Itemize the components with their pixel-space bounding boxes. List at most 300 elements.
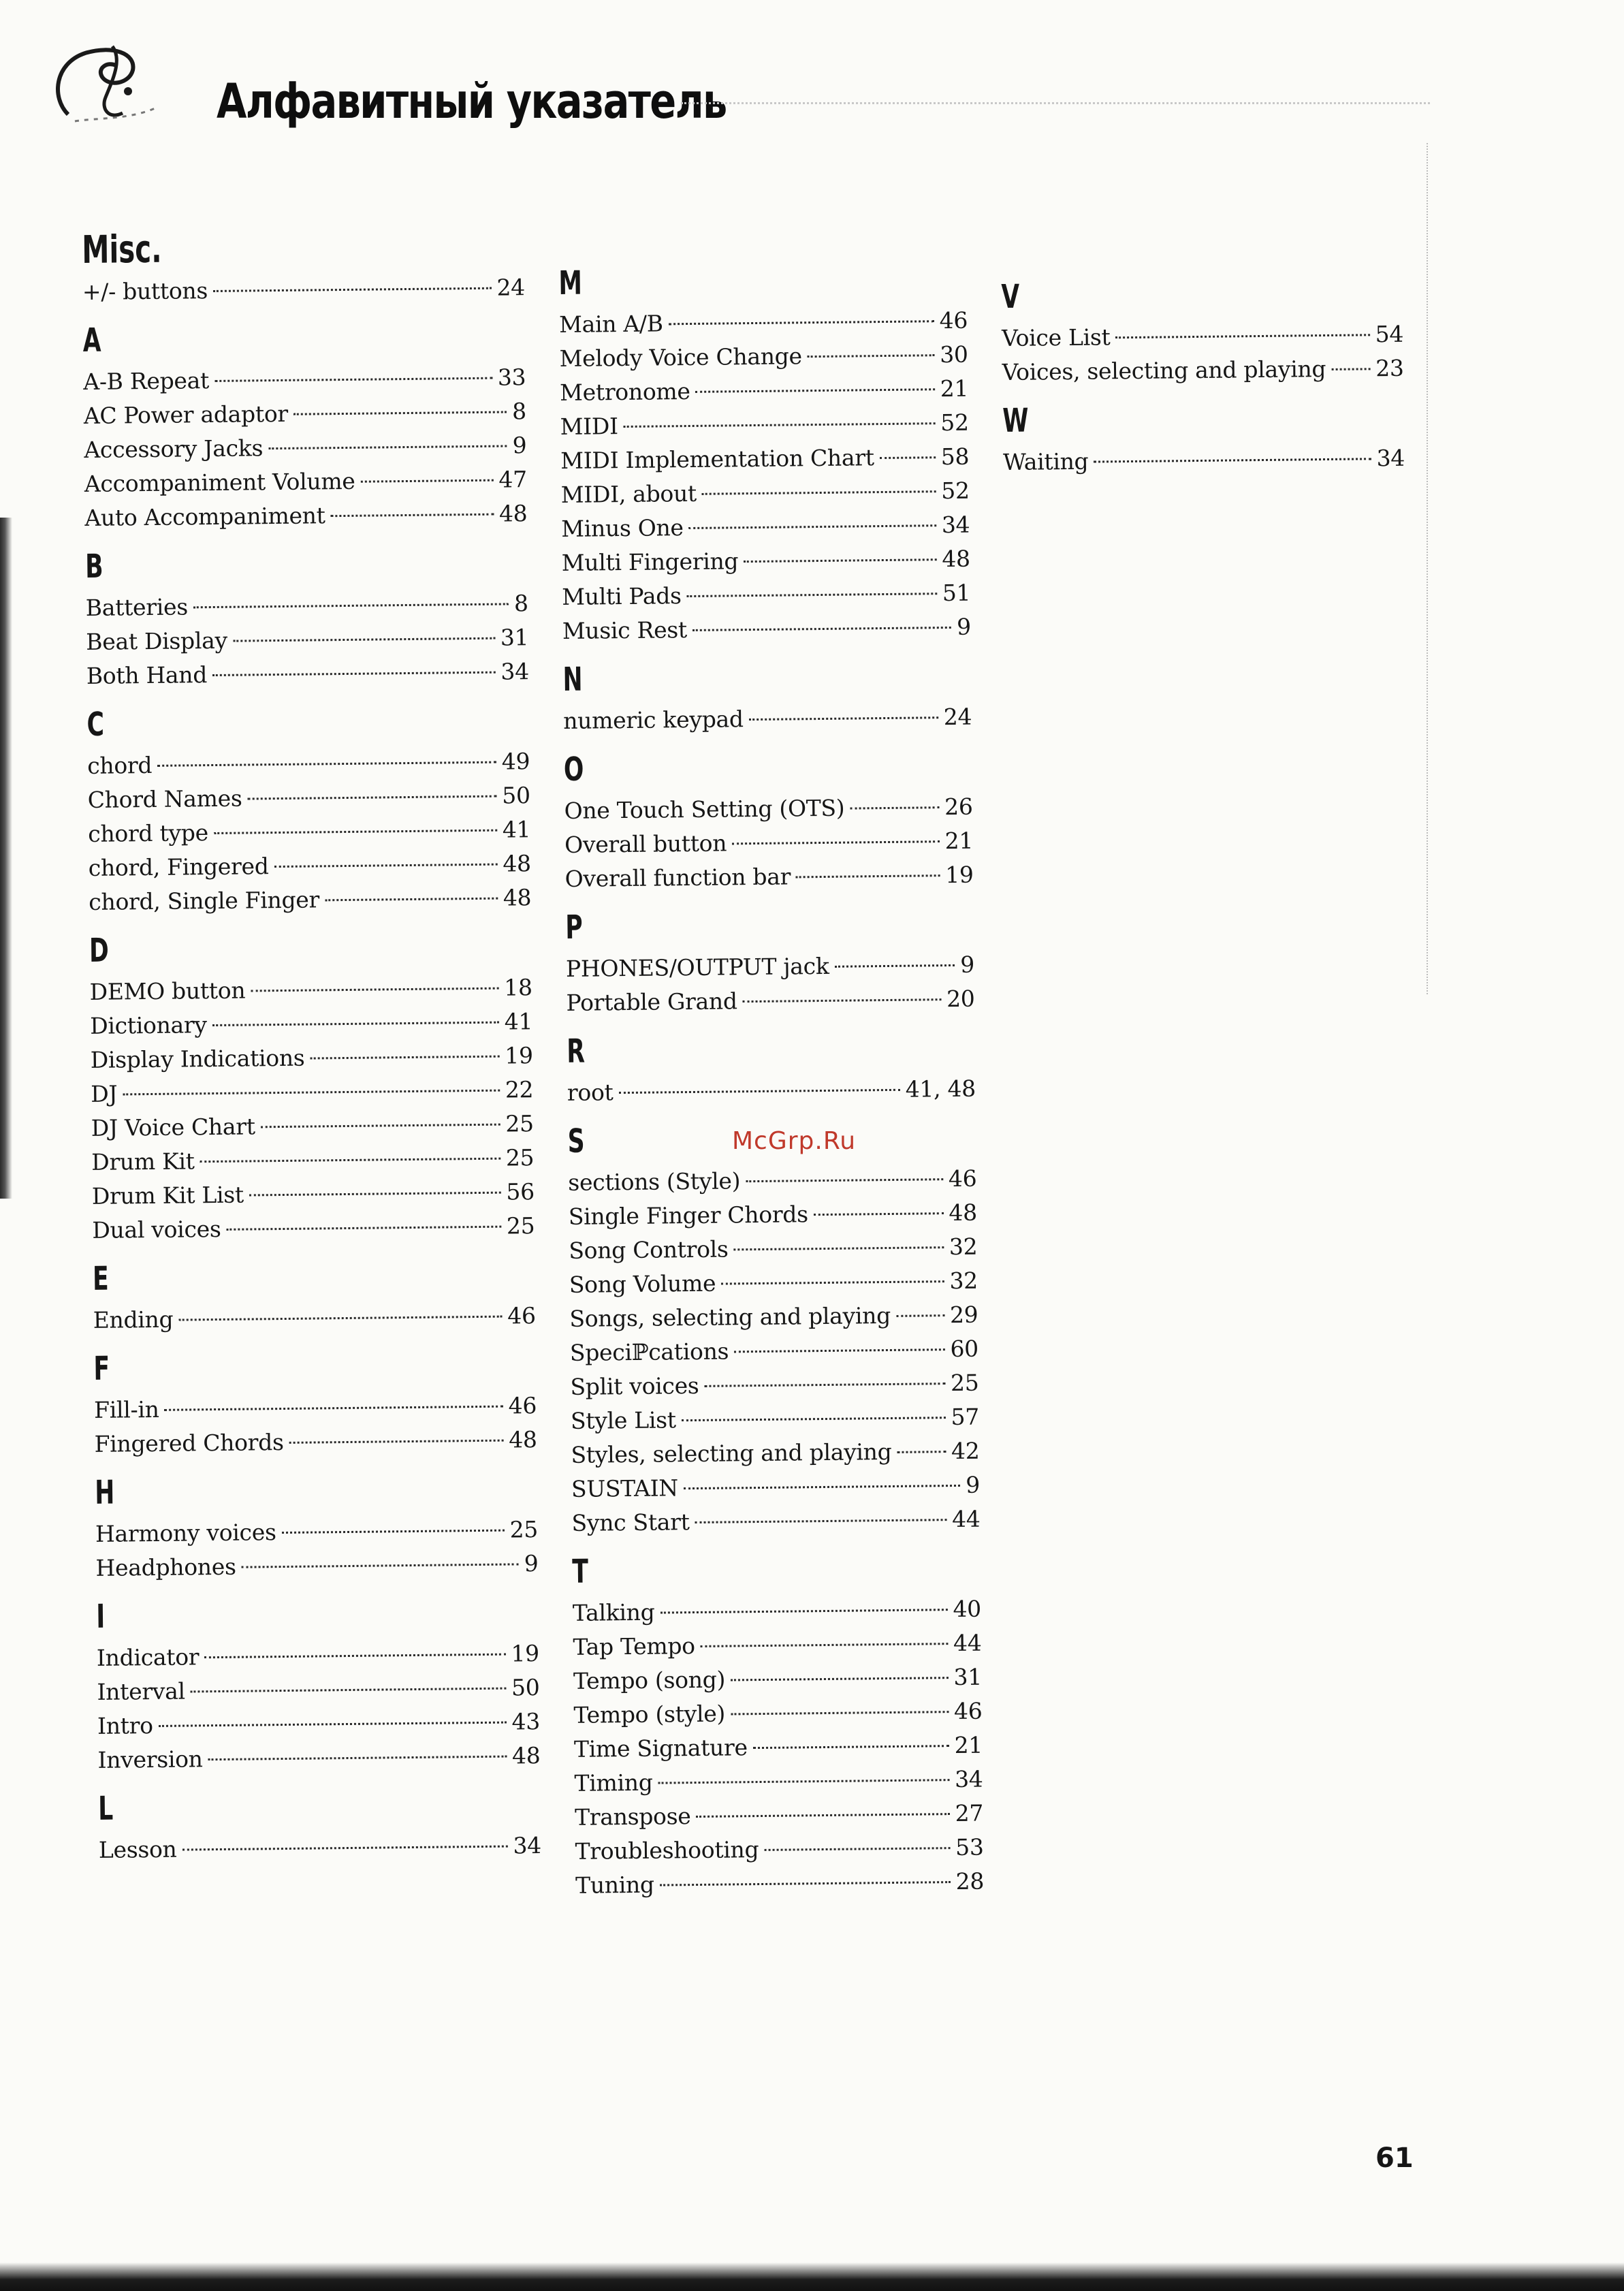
index-page-ref: 19 [511,1640,540,1667]
index-term: Chord Names [87,785,242,813]
section-heading-letter: D [89,931,110,970]
index-page-ref: 56 [506,1178,535,1205]
index-page-ref: 25 [506,1212,535,1239]
index-entry [97,1637,539,1675]
index-term: numeric keypad [563,706,744,734]
index-page-ref: 43 [511,1708,541,1735]
index-entry [559,338,968,376]
section-heading-letter: O [563,750,584,789]
index-page-ref: 21 [944,827,974,855]
dot-leader [624,422,935,428]
index-entry [571,1400,979,1438]
index-term: Fill-in [93,1395,159,1423]
index-term: Tap Tempo [573,1632,695,1660]
index-term: Tuning [575,1871,654,1899]
index-term: Fingered Chords [94,1428,284,1457]
index-page-ref: 23 [1375,354,1404,382]
index-page-ref: 26 [944,793,973,821]
section-heading-letter: L [97,1789,114,1828]
index-entry [91,1073,533,1111]
index-entry [569,1264,978,1302]
index-page-ref: 9 [524,1550,539,1577]
index-entry [562,542,970,580]
index-page-ref: 41 [504,1008,533,1035]
index-page-ref: 46 [507,1302,536,1329]
index-page-ref: 40 [953,1595,982,1623]
index-page-ref: 48 [949,1199,978,1227]
index-entry [94,1423,537,1462]
dot-leader [743,998,941,1002]
index-page-ref: 34 [954,1765,983,1793]
dot-leader [701,1643,948,1647]
dot-leader [704,1382,945,1387]
index-term: Speciℙcations [569,1338,729,1366]
dot-leader [1331,368,1370,370]
index-entry [1003,441,1405,479]
index-page-ref: 44 [953,1629,982,1657]
dot-leader [1094,458,1371,462]
index-page-ref: 58 [940,443,970,471]
index-page-ref: 8 [511,398,527,425]
index-entry [560,440,969,478]
dot-leader [687,592,937,597]
index-entry [575,1865,984,1903]
index-page-ref: 24 [496,274,526,301]
dot-leader [880,456,936,459]
dot-leader [1115,334,1369,338]
section-heading-letter: I [96,1597,106,1636]
dot-leader [814,1212,944,1216]
index-term: Portable Grand [566,988,737,1016]
section-heading-letter: C [86,705,105,744]
index-entry [93,1299,535,1338]
dot-leader [193,603,509,608]
index-term: SUSTAIN [571,1474,679,1502]
index-entry [91,1107,534,1146]
dot-leader [749,716,938,721]
index-page-ref: 49 [501,748,530,775]
section-heading-letter: V [1001,277,1020,316]
index-page-ref: 47 [498,466,528,493]
index-term: PHONES/OUTPUT jack [565,952,829,982]
index-entry [87,744,530,783]
index-entry [86,586,528,625]
scan-bottom-shadow [0,2262,1624,2291]
index-page-ref: 41 [502,816,531,843]
index-entry [87,778,530,817]
dot-leader [896,1314,944,1317]
index-term: Transpose [574,1803,691,1831]
index-page-ref: 19 [944,861,974,889]
index-term: Auto Accompaniment [84,502,325,531]
index-entry [574,1728,983,1767]
dot-leader [689,524,936,529]
index-term: Dictionary [90,1011,207,1039]
index-page-ref: 9 [966,1471,981,1498]
dot-leader [268,445,507,449]
index-entry [84,496,527,535]
index-page-ref: 48 [509,1426,537,1453]
index-term: Interval [97,1677,185,1705]
section-heading-letter: T [572,1552,589,1591]
index-page-ref: 24 [943,703,972,731]
index-page-ref: 53 [955,1833,984,1861]
index-page-ref: 9 [512,432,527,459]
index-term: Songs, selecting and playing [569,1301,891,1332]
index-page-ref: 34 [500,658,530,685]
index-entry [95,1547,538,1585]
section-heading-letter: S [567,1122,585,1160]
index-page-ref: 33 [497,364,526,391]
index-term: Harmony voices [95,1519,276,1547]
index-term: Headphones [95,1553,236,1581]
index-term: MIDI Implementation Chart [560,444,874,474]
index-term: +/- buttons [82,277,208,305]
index-entry [97,1739,540,1778]
index-entry [566,948,974,986]
dot-leader [249,1192,501,1197]
index-term: Talking [572,1598,655,1626]
index-entry [569,1196,977,1234]
index-term: Accessory Jacks [84,434,264,463]
index-page-ref: 50 [511,1674,540,1701]
index-page-ref: 46 [953,1697,983,1725]
dot-leader [695,1519,947,1523]
index-term: Melody Voice Change [559,343,802,372]
index-page-ref: 29 [949,1301,978,1329]
index-entry [82,270,525,309]
index-entry [567,1072,976,1110]
index-term: Music Rest [562,616,688,644]
index-term: Split voices [570,1372,699,1400]
dot-leader [669,320,934,325]
dot-leader [696,1813,949,1818]
index-term: chord, Single Finger [89,886,320,915]
index-term: Sync Start [571,1508,690,1536]
page-title: Алфавитный указатель [217,74,727,129]
index-term: One Touch Setting (OTS) [564,794,845,824]
index-entry [97,1705,540,1743]
index-term: Style List [570,1406,676,1434]
index-page-ref: 54 [1375,320,1404,348]
dot-leader [214,830,497,834]
index-term: Song Controls [569,1235,729,1264]
index-term: root [567,1079,614,1106]
index-entry [560,474,969,512]
index-page-ref: 34 [1376,444,1405,472]
index-page-ref: 30 [939,341,968,368]
dot-leader [310,1056,499,1060]
index-entry [570,1332,978,1370]
index-term: Indicator [96,1643,200,1671]
section-heading-letter: E [92,1259,110,1298]
dot-leader [721,1280,944,1284]
index-entry [86,654,529,693]
index-entry [574,1763,983,1801]
header-rule [681,102,1430,104]
dot-leader [731,1711,949,1715]
dot-leader [692,627,951,631]
dot-leader [123,1090,500,1096]
section-heading-letter: P [565,908,584,947]
dot-leader [213,287,492,292]
index-term: Tempo (style) [573,1700,726,1728]
dot-leader [204,1654,505,1659]
index-term: Display Indications [90,1044,305,1073]
page-edge-mark [1427,143,1428,994]
index-term: Multi Fingering [561,548,739,576]
index-page-ref: 28 [955,1867,985,1895]
section-heading-letter: R [567,1032,586,1071]
dot-leader [182,1846,508,1851]
index-page-ref: 46 [939,306,968,334]
dot-leader [214,377,492,382]
dot-leader [191,1688,506,1693]
dot-leader [274,864,498,868]
watermark: McGrp.Ru [732,1127,857,1155]
section-heading-letter: W [1002,401,1029,440]
index-entry [83,360,526,399]
index-page-ref: 27 [955,1799,984,1827]
index-page-ref: 8 [513,590,528,617]
index-page-ref: 52 [941,477,970,505]
index-entry [92,1209,535,1248]
index-term: Tempo (song) [573,1666,726,1694]
index-term: Drum Kit List [91,1181,244,1210]
index-page-ref: 31 [953,1663,983,1691]
index-entry [559,304,968,342]
index-term: Overall function bar [564,863,791,892]
index-term: Beat Display [86,627,228,655]
index-page-ref: 9 [956,613,971,640]
dot-leader [835,964,955,968]
index-page-ref: 48 [942,545,970,573]
index-entry [99,1829,541,1867]
dot-leader [212,672,495,676]
index-term: Overall button [564,830,727,858]
index-entry [562,610,971,648]
index-term: Intro [97,1712,153,1739]
dot-leader [178,1316,502,1321]
dot-leader [808,354,935,358]
index-entry [573,1592,981,1630]
dot-leader [684,1485,960,1489]
index-term: Timing [574,1769,653,1797]
index-entry [570,1366,978,1404]
index-term: Dual voices [92,1215,221,1244]
dot-leader [732,840,939,844]
dot-leader [233,637,495,642]
index-entry [561,508,970,546]
index-entry [571,1468,980,1506]
index-page-ref: 42 [951,1437,980,1465]
index-term: chord, Fingered [88,853,269,881]
index-page-ref: 48 [503,884,532,911]
dot-leader [251,988,498,992]
index-term: Song Volume [569,1269,716,1298]
index-entry [573,1626,981,1664]
dot-leader [660,1609,947,1613]
index-term: Multi Pads [562,582,682,610]
dot-leader [753,1745,949,1749]
index-term: Both Hand [86,661,208,689]
dot-leader [734,1246,944,1250]
index-entry [564,824,973,862]
index-column-middle [558,248,984,1903]
index-entry [92,1175,535,1214]
index-page-ref: 52 [940,409,969,437]
index-entry [89,970,532,1009]
dot-leader [618,1089,899,1094]
index-term: DJ [91,1080,118,1107]
index-term: MIDI [560,413,619,440]
dot-leader [157,761,496,767]
index-term: Batteries [85,593,189,621]
index-term: chord [87,751,153,779]
index-page-ref: 32 [949,1267,978,1295]
index-entry [89,881,531,919]
index-entry [86,620,528,659]
dot-leader [242,1563,519,1568]
index-term: A-B Repeat [83,367,210,395]
page-number: 61 [1375,2143,1414,2174]
index-page-ref: 34 [941,511,970,539]
index-entry [569,1230,977,1268]
section-heading-letter: B [84,547,104,586]
index-page-ref: 48 [503,850,531,877]
index-entry [90,1005,532,1043]
index-term: Inversion [97,1745,203,1773]
index-term: AC Power adaptor [83,400,289,429]
dot-leader [744,558,936,563]
index-entry [84,462,527,501]
index-page-ref: 25 [950,1369,979,1397]
index-page-ref: 34 [513,1832,542,1859]
index-entry [1002,351,1403,390]
index-page-ref: 51 [942,579,971,607]
index-term: Troubleshooting [575,1836,759,1865]
index-entry [560,372,968,410]
index-term: Drum Kit [91,1148,195,1175]
index-entry [562,576,970,614]
index-term: Minus One [561,514,684,542]
index-entry [564,858,973,896]
index-entry [88,812,530,851]
index-entry [91,1141,534,1180]
index-term: DEMO button [89,977,246,1005]
index-entry [1002,317,1403,356]
dot-leader [361,479,494,483]
dot-leader [282,1530,505,1534]
dot-leader [212,1022,499,1026]
dot-leader [897,1451,946,1453]
section-heading-letter: F [93,1349,110,1388]
index-term: Single Finger Chords [568,1201,808,1230]
dot-leader [200,1158,500,1163]
dot-leader [247,795,496,800]
index-term: Accompaniment Volume [84,467,355,497]
index-entry [84,394,526,433]
dot-leader [331,514,494,518]
index-page-ref: 57 [951,1403,980,1431]
index-term: Voice List [1001,323,1111,351]
dot-leader [796,874,940,878]
index-entry [84,428,526,467]
index-entry [573,1660,982,1698]
dot-leader [658,1779,950,1784]
index-term: MIDI, about [560,479,697,508]
index-page-ref: 46 [948,1165,977,1192]
index-term: Ending [93,1306,174,1333]
index-page-ref: 25 [509,1516,539,1543]
index-entry [571,1434,979,1472]
index-page-ref: 18 [504,974,532,1001]
index-entry [569,1298,978,1336]
section-heading-letter: A [82,321,101,360]
index-page-ref: 25 [505,1144,535,1171]
index-term: Metronome [559,377,690,406]
dot-leader [702,490,936,495]
index-entry [575,1797,983,1835]
index-term: Voices, selecting and playing [1002,356,1326,385]
dot-leader [734,1348,944,1353]
index-page-ref: 48 [511,1742,541,1769]
index-page-ref: 50 [502,782,530,809]
index-page-ref: 41, 48 [905,1075,976,1103]
index-page-ref: 46 [508,1392,537,1419]
index-entry [90,1039,532,1077]
dot-leader [289,1440,504,1444]
index-term: chord type [88,819,209,847]
index-entry [560,406,968,444]
index-entry [95,1513,538,1551]
index-page-ref: 60 [950,1335,979,1363]
dot-leader [731,1677,949,1681]
section-heading-letter: M [558,264,583,302]
index-page-ref: 9 [960,951,975,978]
index-page-ref: 19 [505,1042,533,1069]
dot-leader [660,1881,951,1886]
dot-leader [850,806,939,809]
index-column-right [1001,262,1405,479]
treble-clef-logo-icon [48,33,163,128]
dot-leader [293,411,507,415]
index-entry [94,1389,537,1427]
index-term: Lesson [98,1835,177,1863]
index-page-ref: 21 [940,375,969,402]
dot-leader [764,1847,950,1851]
index-entry [575,1831,983,1869]
dot-leader [208,1756,507,1761]
index-entry [568,1162,976,1200]
index-page-ref: 25 [505,1110,534,1137]
index-page-ref: 48 [498,500,528,527]
index-page-ref: 22 [505,1076,534,1103]
index-entry [571,1502,980,1540]
index-entry [564,790,972,828]
index-page-ref: 32 [949,1233,978,1261]
index-page-ref: 21 [954,1731,983,1759]
index-column-left [82,227,541,1867]
index-term: Waiting [1002,447,1089,475]
index-entry [89,847,531,885]
index-entry [573,1694,982,1733]
dot-leader [746,1178,943,1182]
dot-leader [226,1226,500,1231]
index-term: Main A/B [558,310,663,338]
dot-leader [159,1722,507,1727]
index-term: sections (Style) [568,1167,741,1196]
